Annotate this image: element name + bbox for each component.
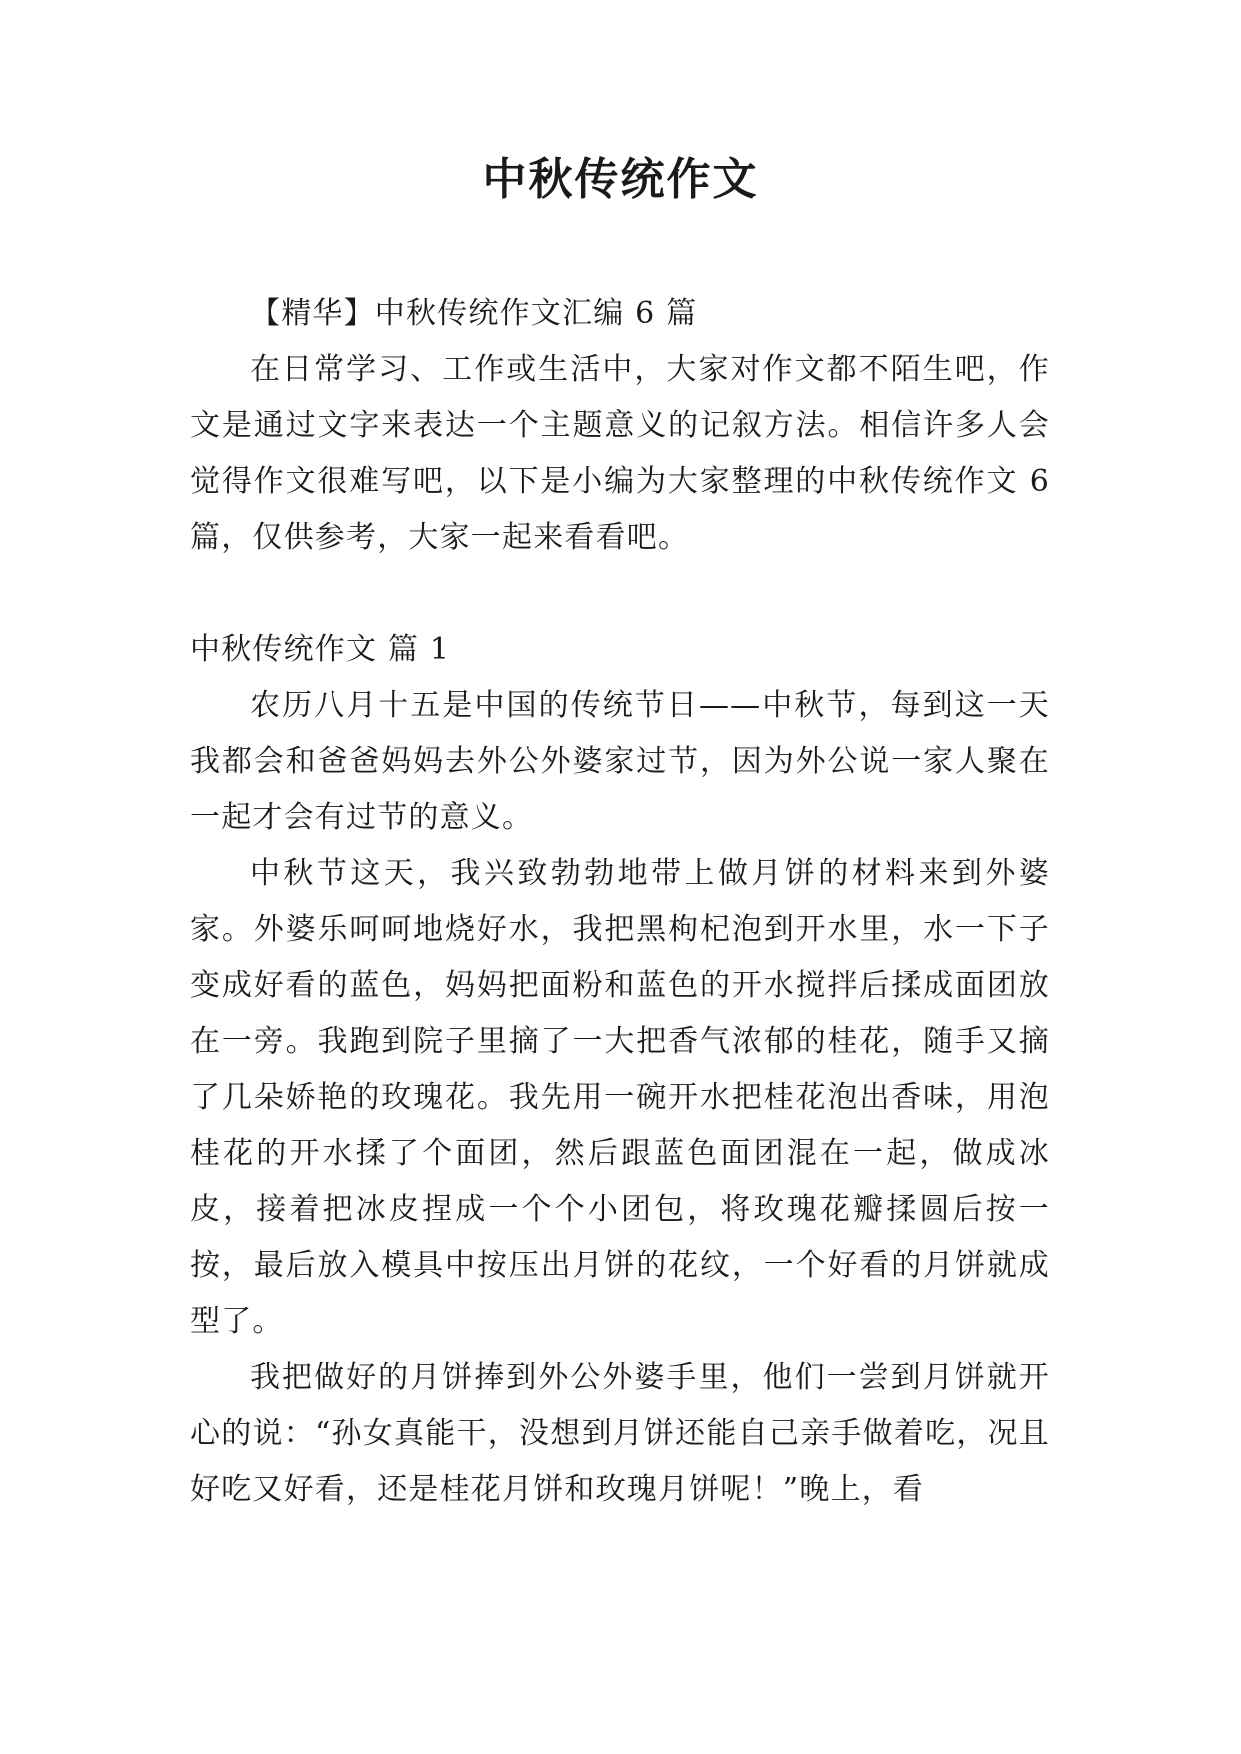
section-spacer [190,566,1050,622]
essay-paragraph-2: 中秋节这天，我兴致勃勃地带上做月饼的材料来到外婆家。外婆乐呵呵地烧好水，我把黑枸杞泡到开水里，水一下子变成好看的蓝色，妈妈把面粉和蓝色的开水搅拌后揉成面团放在一旁。我跑到院子里摘了一大把香气浓郁的桂花，随手又摘了几朵娇艳的玫瑰花。我先用一碗开水把桂花泡出香味，用泡桂花的开水揉了个面团，然后跟蓝色面团混在一起，做成冰皮，接着把冰皮捏成一个个小团包，将玫瑰花瓣揉圆后按一按，最后放入模具中按压出月饼的花纹，一个好看的月饼就成型了。 [190,856,1050,1339]
essay-paragraph-1: 农历八月十五是中国的传统节日——中秋节，每到这一天我都会和爸爸妈妈去外公外婆家过节，因为外公说一家人聚在一起才会有过节的意义。 [190,688,1050,835]
intro-paragraph: 在日常学习、工作或生活中，大家对作文都不陌生吧，作文是通过文字来表达一个主题意义的记叙方法。相信许多人会觉得作文很难写吧，以下是小编为大家整理的中秋传统作文 6 篇，仅供参考，大家一起来看看吧。 [190,352,1050,555]
document-title: 中秋传统作文 [482,154,759,205]
section-heading: 中秋传统作文 篇 1 [190,632,451,667]
subtitle-line: 【精华】中秋传统作文汇编 6 篇 [250,296,698,331]
essay-paragraph-3: 我把做好的月饼捧到外公外婆手里，他们一尝到月饼就开心的说：“孙女真能干，没想到月饼还能自己亲手做着吃，况且好吃又好看，还是桂花月饼和玫瑰月饼呢！”晚上，看 [190,1360,1050,1507]
document-body [190,286,1050,1518]
